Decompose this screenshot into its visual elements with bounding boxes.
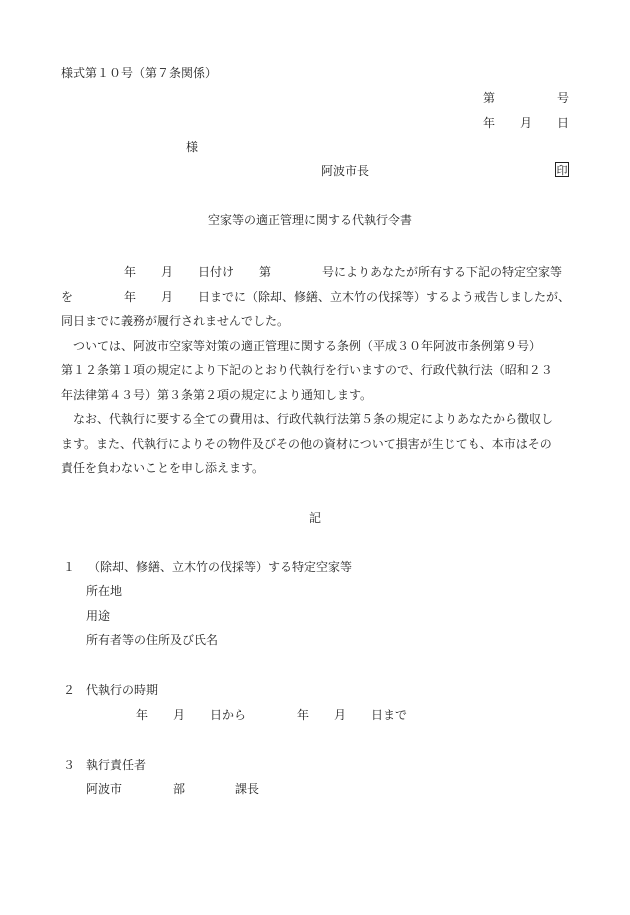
- item1-owner: 所有者等の住所及び氏名: [86, 633, 219, 647]
- date-month: 月: [520, 116, 533, 130]
- addressee-sama: 様: [186, 140, 199, 154]
- item3-chief: 課長: [235, 782, 260, 796]
- seal-box: 印: [556, 164, 568, 177]
- p1-date-of: 日付け: [198, 265, 235, 279]
- p1-dai: 第: [259, 265, 272, 279]
- doc-number-go: 号: [557, 91, 570, 105]
- item1-usage: 用途: [86, 609, 111, 623]
- item2-label: 代執行の時期: [86, 683, 159, 697]
- doc-number-dai: 第: [483, 91, 496, 105]
- p1-l2-month: 月: [161, 290, 174, 304]
- p3-line2: ます。また、代執行によりその物件及びその他の資材について損害が生じても、本市はその: [61, 437, 552, 451]
- p2-line3: 年法律第４３号）第３条第２項の規定により通知します。: [61, 388, 373, 402]
- form-number: 様式第１０号（第７条関係）: [61, 66, 218, 80]
- date-year: 年: [483, 116, 496, 130]
- item2-to-day: 日まで: [371, 708, 408, 722]
- item1-number: １: [63, 560, 76, 574]
- item2-from-year: 年: [136, 708, 149, 722]
- item1-location: 所在地: [86, 584, 123, 598]
- ki-heading: 記: [309, 511, 322, 525]
- item3-city: 阿波市: [86, 782, 123, 796]
- item1-label: （除却、修繕、立木竹の伐採等）する特定空家等: [88, 560, 353, 574]
- p1-wo: を: [61, 290, 74, 304]
- item3-label: 執行責任者: [86, 758, 147, 772]
- item3-number: ３: [63, 758, 76, 772]
- issuer-name: 阿波市長: [321, 164, 370, 178]
- item2-to-month: 月: [334, 708, 347, 722]
- item2-number: ２: [63, 683, 76, 697]
- p1-line3: 同日までに義務が履行されませんでした。: [61, 314, 290, 328]
- item2-from-day: 日から: [210, 708, 247, 722]
- p2-line1: ついては、阿波市空家等対策の適正管理に関する条例（平成３０年阿波市条例第９号）: [73, 339, 542, 353]
- p1-l2-year: 年: [124, 290, 137, 304]
- item3-dept: 部: [173, 782, 186, 796]
- date-day: 日: [557, 116, 570, 130]
- p3-line3: 責任を負わないことを申し添えます。: [61, 461, 265, 475]
- p2-line2: 第１２条第１項の規定により下記のとおり代執行を行いますので、行政代執行法（昭和２３: [61, 363, 553, 377]
- item2-from-month: 月: [173, 708, 186, 722]
- p1-line1-rest: 号によりあなたが所有する下記の特定空家等: [322, 265, 563, 279]
- p1-month: 月: [161, 265, 174, 279]
- document-title: 空家等の適正管理に関する代執行令書: [208, 213, 413, 227]
- p1-year: 年: [124, 265, 137, 279]
- p3-line1: なお、代執行に要する全ての費用は、行政代執行法第５条の規定によりあなたから徴収し: [73, 412, 554, 426]
- p1-line2-rest: 日までに（除却、修繕、立木竹の伐採等）するよう戒告しましたが、: [198, 290, 571, 304]
- item2-to-year: 年: [297, 708, 310, 722]
